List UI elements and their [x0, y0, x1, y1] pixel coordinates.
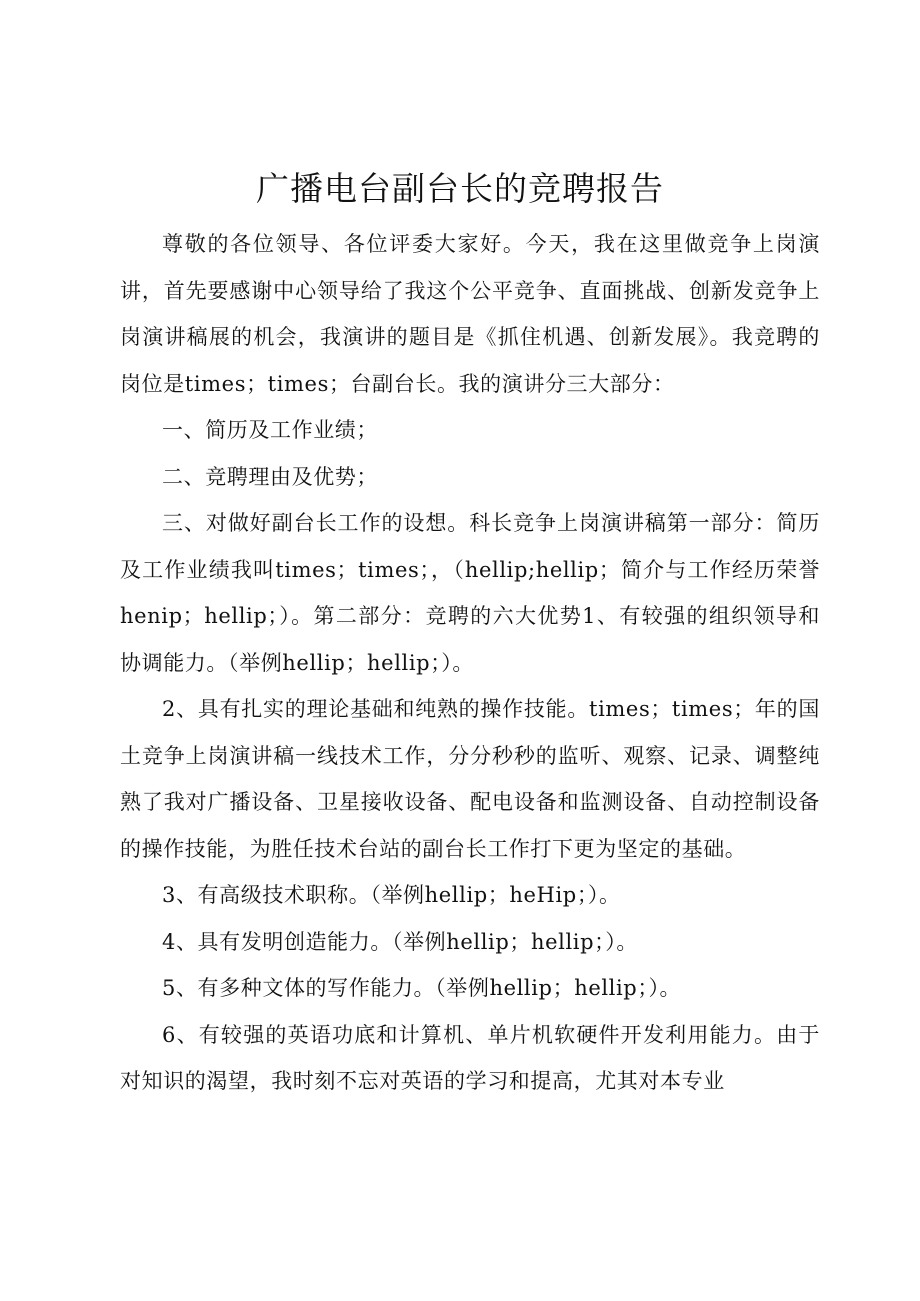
paragraph-advantage-3: 3、有高级技术职称。（举例hellip；heHip；）。	[162, 883, 621, 907]
paragraph-greeting: 尊敬的各位领导、各位评委大家好。今天，我在这里做竞争上岗演讲，首先要感谢中心领导给了我这个公平竞争、直面挑战、创新发竞争上岗演讲稿展的机会，我演讲的题目是《抓住机遇、创新发展》。我竞聘的岗位是times；times；台副台长。我的演讲分三大部分：	[120, 232, 820, 396]
document-title: 广播电台副台长的竞聘报告	[256, 169, 664, 208]
document-body	[120, 221, 820, 1105]
paragraph-advantage-2: 2、具有扎实的理论基础和纯熟的操作技能。times；times；年的国土竞争上岗演讲稿一线技术工作，分分秒秒的监听、观察、记录、调整纯熟了我对广播设备、卫星接收设备、配电设备和监测设备、自动控制设备的操作技能，为胜任技术台站的副台长工作打下更为坚定的基础。	[120, 697, 820, 861]
paragraph-part-two-heading: 二、竞聘理由及优势；	[162, 464, 378, 489]
paragraph-part-three-heading: 三、对做好副台长工作的设想。科长竞争上岗演讲稿第一部分：简历及工作业绩我叫times；times；，（hellip;hellip；简介与工作经历荣誉henip；hellip；）。第二部分：竞聘的六大优势1、有较强的组织领导和协调能力。（举例hellip；hellip；）。	[120, 511, 820, 675]
paragraph-advantage-6: 6、有较强的英语功底和计算机、单片机软硬件开发利用能力。由于对知识的渴望，我时刻不忘对英语的学习和提高，尤其对本专业	[120, 1022, 820, 1093]
paragraph-advantage-4: 4、具有发明创造能力。（举例hellip；hellip；）。	[162, 929, 638, 954]
paragraph-part-one-heading: 一、简历及工作业绩；	[162, 418, 378, 442]
paragraph-advantage-5: 5、有多种文体的写作能力。（举例hellip；hellip；）。	[162, 976, 682, 1000]
